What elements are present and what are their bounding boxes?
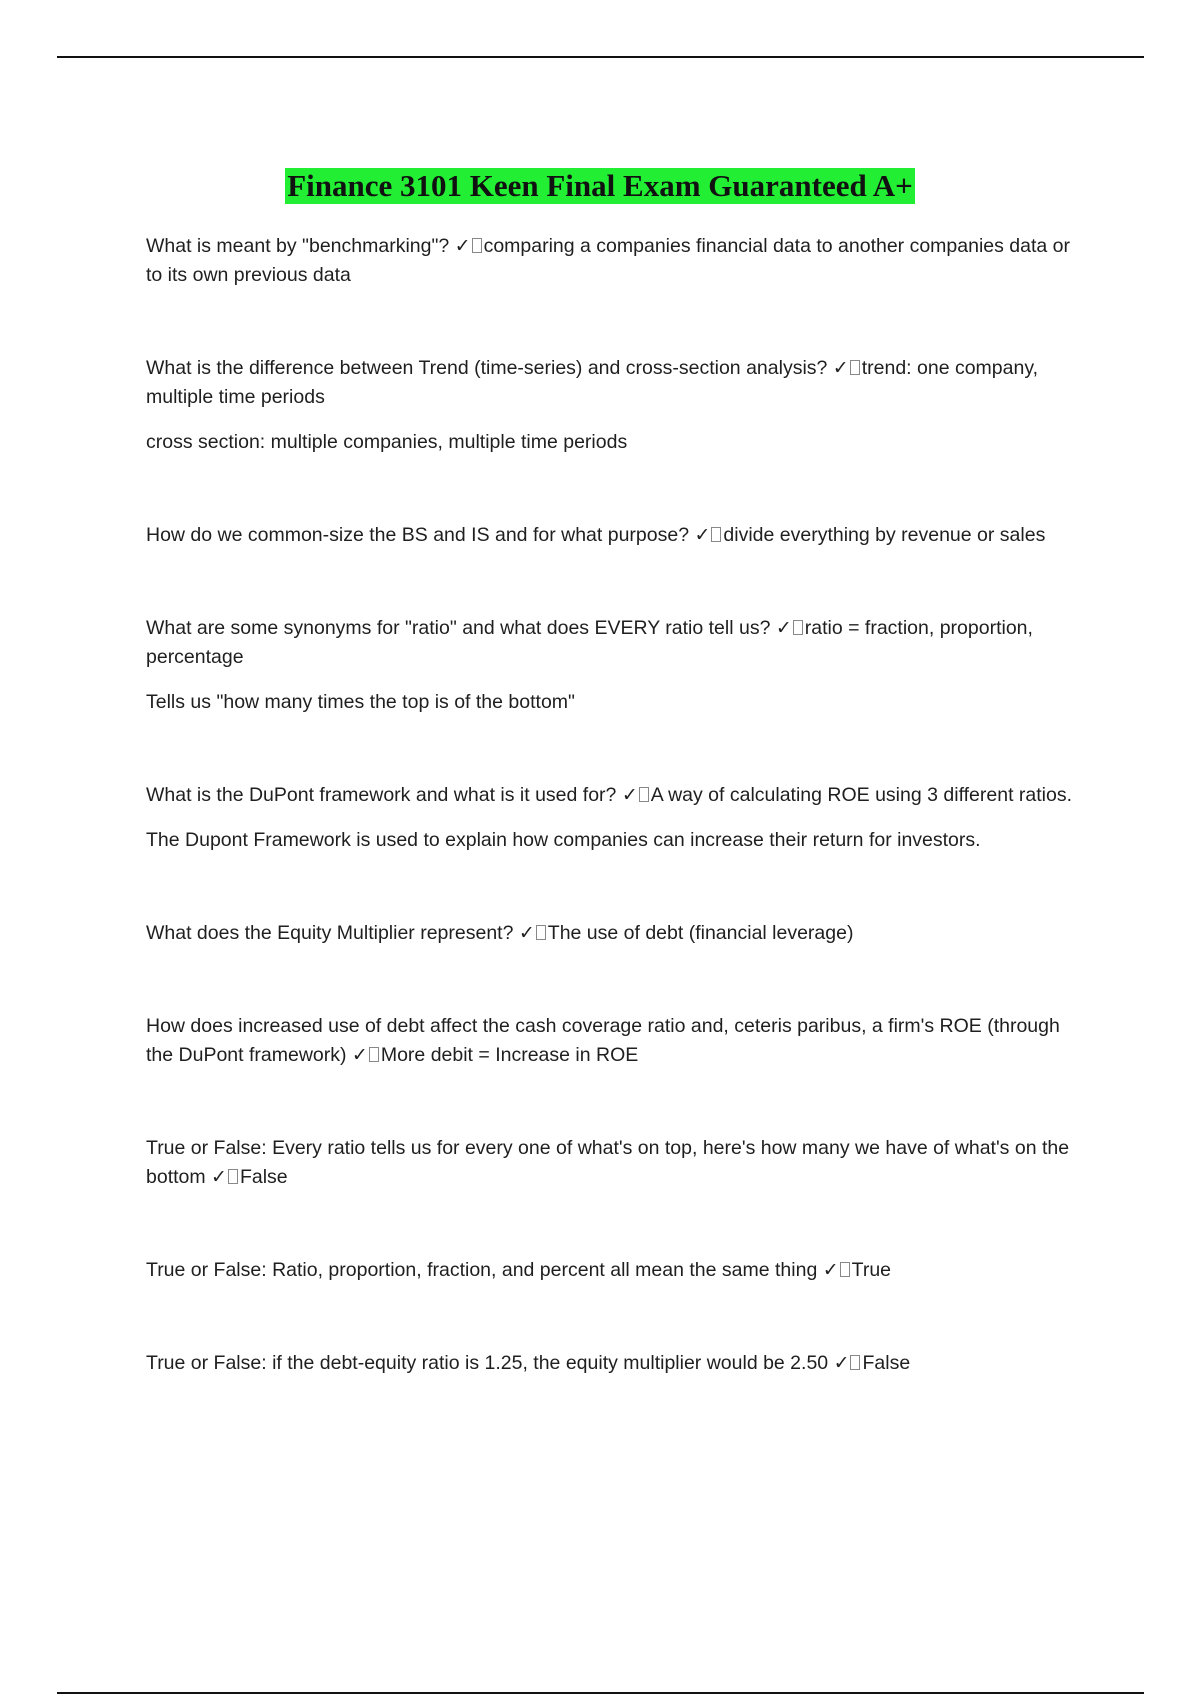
qa-item-7 [146, 1012, 1091, 1070]
box-glyph-icon [850, 1355, 860, 1370]
answer-text: divide everything by revenue or sales [723, 524, 1046, 546]
check-icon: ✓ [832, 357, 849, 379]
qa-item-1 [146, 232, 1091, 290]
answer-text: False [239, 1166, 288, 1188]
qa-item-3 [146, 521, 1091, 550]
answer-extra: The Dupont Framework is used to explain how companies can increase their return for investors. [146, 829, 981, 851]
qa-line [146, 614, 1091, 672]
title-block [0, 168, 1200, 204]
qa-item-9 [146, 1256, 1091, 1285]
qa-line [146, 1349, 1091, 1378]
answer-text: trend: one company, multiple time periods [146, 357, 1039, 408]
answer-extra: Tells us "how many times the top is of the bottom" [146, 691, 575, 713]
box-glyph-icon [840, 1262, 850, 1277]
qa-line [146, 232, 1091, 290]
qa-line [146, 354, 1091, 412]
answer-text: The use of debt (financial leverage) [547, 922, 854, 944]
top-rule [57, 56, 1144, 58]
box-glyph-icon [793, 620, 803, 635]
check-icon: ✓ [211, 1166, 227, 1188]
check-icon: ✓ [822, 1259, 839, 1281]
answer-text: False [862, 1352, 911, 1374]
qa-item-5 [146, 781, 1091, 855]
question-text: What is meant by "benchmarking"? [146, 235, 450, 257]
question-text: True or False: if the debt-equity ratio is 1.25, the equity multiplier would be 2.50 [146, 1352, 829, 1374]
qa-line [146, 1256, 1091, 1285]
qa-item-8 [146, 1134, 1091, 1192]
box-glyph-icon [228, 1169, 238, 1184]
answer-extra: cross section: multiple companies, multiple time periods [146, 431, 628, 453]
qa-item-2 [146, 354, 1091, 457]
qa-list [146, 232, 1091, 1378]
check-icon: ✓ [518, 922, 535, 944]
qa-line [146, 1012, 1091, 1070]
bottom-rule [57, 1692, 1144, 1694]
answer-text: comparing a companies financial data to another companies data or to its own previous data [146, 235, 1071, 286]
question-text: What does the Equity Multiplier represent? [146, 922, 514, 944]
box-glyph-icon [472, 238, 482, 253]
check-icon: ✓ [694, 524, 711, 546]
question-text: What is the DuPont framework and what is it used for? [146, 784, 617, 806]
qa-item-4 [146, 614, 1091, 717]
question-text: What is the difference between Trend (time-series) and cross-section analysis? [146, 357, 828, 379]
answer-text: ratio = fraction, proportion, percentage [146, 617, 1033, 668]
document-title: Finance 3101 Keen Final Exam Guaranteed A+ [287, 168, 913, 203]
box-glyph-icon [369, 1047, 379, 1062]
question-text: What are some synonyms for "ratio" and what does EVERY ratio tell us? [146, 617, 771, 639]
qa-line [146, 919, 1091, 948]
box-glyph-icon [639, 787, 649, 802]
check-icon: ✓ [621, 784, 638, 806]
box-glyph-icon [536, 925, 546, 940]
question-text: How does increased use of debt affect the cash coverage ratio and, ceteris paribus, a firm's ROE (through the DuPont framework) [146, 1015, 1060, 1066]
box-glyph-icon [850, 360, 860, 375]
box-glyph-icon [711, 527, 721, 542]
qa-line [146, 1134, 1091, 1192]
qa-item-10 [146, 1349, 1091, 1378]
check-icon: ✓ [351, 1044, 368, 1066]
check-icon: ✓ [775, 617, 792, 639]
question-text: True or False: Ratio, proportion, fraction, and percent all mean the same thing [146, 1259, 818, 1281]
check-icon: ✓ [833, 1352, 850, 1374]
question-text: How do we common-size the BS and IS and for what purpose? [146, 524, 690, 546]
qa-line [146, 521, 1091, 550]
answer-text: More debit = Increase in ROE [380, 1044, 639, 1066]
qa-item-6 [146, 919, 1091, 948]
qa-line [146, 781, 1091, 810]
check-icon: ✓ [454, 235, 471, 257]
answer-text: True [851, 1259, 892, 1281]
question-text: True or False: Every ratio tells us for every one of what's on top, here's how many we have of what's on the bottom [146, 1137, 1070, 1188]
answer-text: A way of calculating ROE using 3 different ratios. [650, 784, 1073, 806]
